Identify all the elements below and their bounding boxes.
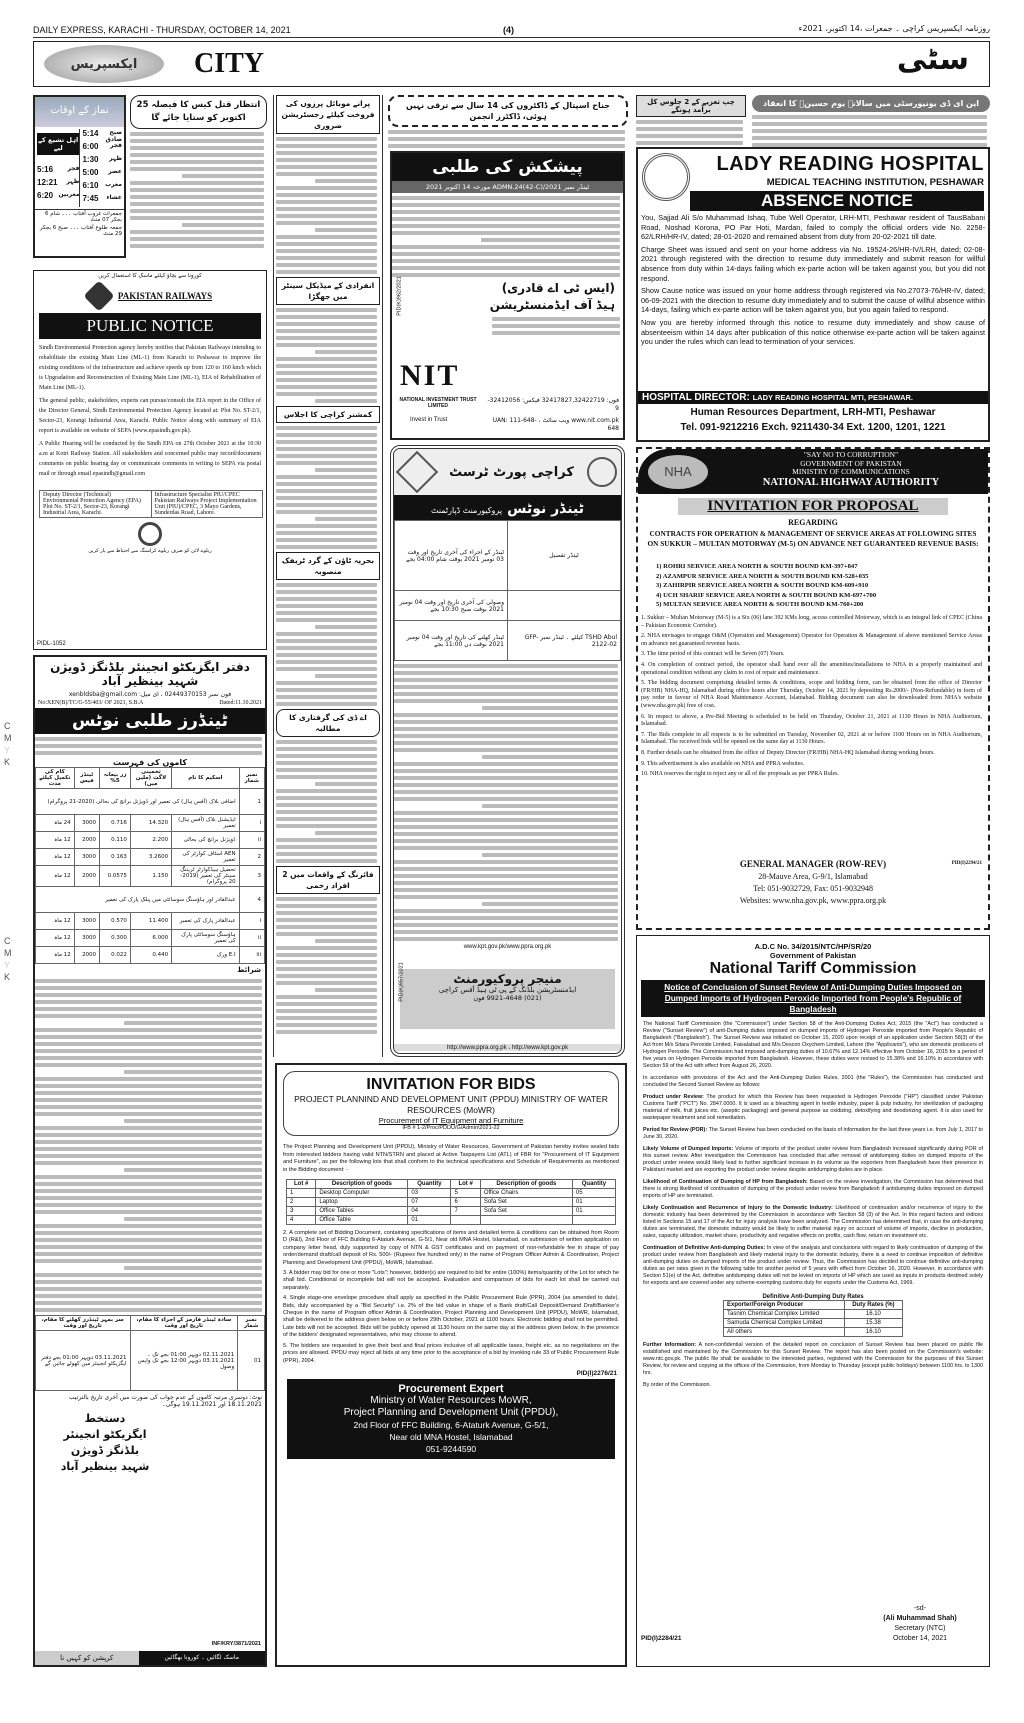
table-cell: 3000 <box>74 815 99 832</box>
ntc-paragraph: Likely Continuation and Recurrence of Injury to the Domestic Industry: Likelihood of continuation and/or recurrence of injury to the domestic industry has been determined by the Commission in accordance with Section 58 (3) of the Act. In this regard factors and indices listed in Sections 15 and 17 of the Act for injury analysis have been analyzed. The Commission has determined that, in case the anti-dumping duties are terminated, the domestic industry would be likely to suffer material injury on account of volume of imports, decline in production, sales, capacity utilization, market share, productivity and negative effects on profits, cash flow, return on investment etc. <box>643 1205 983 1239</box>
table-row <box>36 887 265 913</box>
railways-paragraph: Sindh Environmental Protection agency hereby notifies that Pakistan Railways intending to rehabilitate the existing Main Line (ML-1) from Karachi to Peshawar to improve the existing conditions of the infrastructure and achieve speeds up from 120 to 160 km/h which is Upgradation and Reconstruction of Existing Main Line (ML-1), EIA of Rehabilitation of Main Line (ML-1). <box>39 345 261 391</box>
section-title-ur: سٹی <box>896 42 969 77</box>
table-cell: 3 <box>239 866 264 887</box>
table-cell: ڈویژنل برانچ کی بحالی <box>172 832 240 849</box>
nit-signatory: (ایس ٹی اے قادری) ہیڈ آف ایڈمنسٹریشن <box>489 281 615 312</box>
nha-org: NATIONAL HIGHWAY AUTHORITY <box>762 476 940 488</box>
news-headline: اے ڈی کی گرفتاری کا مطالبہ <box>276 709 380 737</box>
tender-date: Dated:11.10.2021 <box>219 700 262 706</box>
table-row <box>287 1198 616 1207</box>
news-story <box>752 95 990 149</box>
table-cell: 2 <box>287 1198 316 1207</box>
table-cell: 12 ماہ <box>36 849 75 866</box>
absence-notice-title: ABSENCE NOTICE <box>690 191 984 211</box>
kpt-org: کراچی پورٹ ٹرسٹ <box>449 464 574 480</box>
news-headline: جناح اسپتال کے ڈاکٹروں کی 14 سال سے ترقی نہیں ہوئی، ڈاکٹرز انجمن <box>388 95 628 127</box>
table-cell: ii <box>239 832 264 849</box>
table-cell: 11.400 <box>130 913 171 930</box>
table-row <box>36 866 265 887</box>
railways-paragraph: A Public Hearing will be conducted by the Sindh EPA on 27th October 2021 at the 10:30 a.m at Kotri Railway Station. All stakeholders and concerned public may record/document comments on public hearing day or communicate comments in writing to SEPA via postal mail or through email epasindh@gmail.com <box>39 441 261 477</box>
table-cell: عبدالقادر پارک کی تعمیر <box>172 913 240 930</box>
pid-number: PID(K)962/2021 <box>396 276 403 316</box>
table-cell: 24 ماہ <box>36 815 75 832</box>
table-cell: 3.2600 <box>130 849 171 866</box>
railways-public-notice: کورونا سے بچاؤ کیلئے ماسک کا استعمال کریں PAKISTAN RAILWAYS PUBLIC NOTICE Sindh Environmental Protection agency hereby notifies that Pakistan Railways intending to rehabilitate the existing Main Line (ML-1) from Karachi to Peshawar to improve the existing conditions of the infrastructure and achieve speeds up from 120 to 160 km/h which is Upgradation and Reconstruction of Existing Main Line (ML-1), EIA of Rehabilitation of Main Line (ML-1). The general public, stakeholders, experts can pursue/consult the EIA report in the Office of the Director General, Sindh Environmental Protection Agency located at: Plot No. ST-2/1, Sector-23, Korangi Industrial Area, Karachi. Public Notice along with summary of EIA report is available on website of SEPA (www.epasindh.gov.pk). A Public Hearing will be conducted by the Sindh EPA on 27th October 2021 at the 10:30 a.m at Kotri Railway Station. All stakeholders and concerned public may record/document comments on public hearing day or communicate comments in writing to SEPA via postal mail or through email epasindh@gmail.com Deputy Director (Technical) Environmental Protection Agency (EPA) Plot No. ST-2/1, Sector-23, Korangi Industrial Area, Karachi. Infrastructure Specialist PIU/CPEC Pakistan Railways Project Implementation Unit (PIU)/CPEC, 3 Mayo Gardens, Sunderdas Road, Lahore. ریلوے لائن کو صرف ریلوے کراسنگ سے احتیاط سے پار کریں PIDL-1052 <box>33 270 267 650</box>
bids-point: 2. A complete set of Bidding Document, containing specifications of items and detailed terms & conditions can be obtained from Room D (R&I), 2nd Floor of FFC Building 6-Ataturk Avenue, G-5/1, Near old MNA Hostel, Islamabad, on submission of written application on company letter head, duly supported by copy of NTN & GST certificates and on payment of non-refundable fee in shape of pay order/demand draft/call deposit of Rs. 500/- (Rupees five hundred only) in the name of Program Officer Admin & Coordination, Project Planning and Development Unit (PPDU), MoWR, Islamabad. <box>283 1230 619 1266</box>
table-cell: Laptop <box>316 1198 408 1207</box>
table-cell: عبدالقادر اور ہاؤسنگ سوسائٹی میں پبلک پارک کی تعمیر <box>36 887 240 913</box>
ntc-title: National Tariff Commission <box>709 960 917 977</box>
pid-number: PID(I)2276/21 <box>576 1369 617 1377</box>
ntc-sunset-review-notice: A.D.C No. 34/2015/NTC/HP/SR/20 Government of Pakistan National Tariff Commission Notice of Conclusion of Sunset Review of Anti-Dumping Duties Imposed on Dumped Imports of Hydrogen Peroxide Imported from People's Republic of Bangladesh The National Tariff Commission (the "Commission") under Section 58 of the Anti-Dumping Duties Act, 2015 (the "Act") has conducted a Review ("Sunset Review") of anti-Dumping duties imposed on dumped imports of Hydrogen Peroxide imported from People's Republic of Bangladesh ("Bangladesh"). The Sunset Review was initiated on October 15, 2020 upon receipt of an application under Section 58(3) of the Act from M/s Sitara Peroxide Limited, Faisalabad and M/s Descon Oxychem Limited, Lahore (the "Applicants"), who are domestic producers of Hydrogen Peroxide. The Commission had imposed anti-dumping duties of 10.67% and 12.14% effective from October 16, 2015 for a period of five years on Hydrogen Peroxide imported from Bangladesh. However, these duties were revised to 15.38% and 16.10% in accordance with Section 59 of the Act with effect from August 26, 2020. In accordance with provisions of the Act and the Anti-Dumping Duties Rules, 2001 (the "Rules"), the Commission has conducted and concluded the Second Sunset Review as follows: Product under Review: The product for which this Review has been requested is Hydrogen Peroxide ("HP") classified under Pakistan Customs Tariff ("PCT") No. 2847.0000. It is used as a bleaching agent in textile industry, paper & pulp industry, for sterilization of packaging material of milk, fruit juices etc. (aseptic packaging) and general purpose as oxidizing, detoxifying and deodorizing agent. It is also used for wastepaper treatment and soil remediation. Period for Review (POR): The Sunset Review has been conducted on the basis of information for the last three years i.e. from July 1, 2017 to June 30, 2020. Likely Volume of Dumped Imports: Volume of imports of the product under review from Bangladesh increased significantly during POR of this sunset review. After investigation the Commission has concluded that after removal of antidumping duties on dumped imports of the product under review would likely lead to further significant increase in its volume as the exporters from Bangladesh have their presence in Pakistani market and are exporting the product under review despite antidumping duties are in place. Likelihood of Continuation of Dumping of HP from Bangladesh: Based on the review investigation, the Commission has determined that there is strong likelihood of continuation of dumping of the product under review from Bangladesh if antidumping duties imposed on dumped imports of HP are terminated. Likely Continuation and Recurrence of Injury to the Domestic Industry: Likelihood of continuation and/or recurrence of injury to the domestic industry has been determined by the Commission in accordance with Section 58 (3) of the Act. In this regard factors and indices listed in Sections 15 and 17 of the Act for injury analysis have been analyzed. The Commission has determined that, in case the anti-dumping duties are terminated, the domestic industry would be likely to suffer material injury on account of volume of imports, decline in production, sales, capacity utilization, market share, productivity and negative effects on profits, cash flow, return on investment etc. Continuation of Definitive Anti-dumping Duties: In view of the analysis and conclusions with regard to likely continuation of dumping of the product under review from Bangladesh and likely material injury to the domestic industry, there is a need to continue imposition of definitive anti-dumping duties on dumped imports of the product under review. Thus, the Commission has decided to continue definitive anti-dumping duties as per rates given in the following table for another period of 5 years with effect from October 16, 2020. However, in accordance with Section 51(e) of the Act, definitive antidumping duties will not be levied on imports of HP which are used as inputs in products destined solely for exports and are covered under any scheme exempting customs duty for exports under the Customs Act, 1969. Definitive Anti-Dumping Duty Rates Exporter/Foreign Producer Duty Rates (%) Tasnim Chemical Complex Limited 16.10 Samuda Chemical Complex Limited 15.38 All others 16.10 Further Information: A non-confidential version of the detailed report on conclusion of Sunset Review has been placed on public file established and maintained by the Commission for this Sunset Review. The report has also been posted on the Commission's website: www.ntc.gov.pk. The public file shall be available to the interested parties, registered with the Commission for the purposes of this Sunset Review, for review and copying at the offices of the Commission, from Monday to Thursday (except public holidays) between 1100 hrs. to 1300 hrs. By order of the Commission. -sd- (Ali Muhammad Shah) Secretary (NTC) October 14, 2021 PID(I)2284/21 <box>636 935 990 1667</box>
body-text-lines <box>35 979 265 1312</box>
service-area-site: 3) ZAHIRPIR SERVICE AREA NORTH & SOUTH BOUND KM-609+910 <box>656 582 869 589</box>
table-cell: 15.38 <box>844 1319 902 1328</box>
hospital-paragraph: Show Cause notice was issued on your home address through registered via No.27073-76/HR-IV, dated; 06-09-2021 with the direction to resume duty immediately and to submit the cause of willful absence within 14-days, failing which ex-parte action will be taken against you, but you again failed to respond. <box>641 286 985 315</box>
table-cell: Tasnim Chemical Complex Limited <box>724 1310 845 1319</box>
news-headline: بحریہ ٹاؤن کے گرد ٹریفک منصوبہ <box>276 552 380 580</box>
table-row <box>36 832 265 849</box>
tender-title: ٹینڈرز طلبی نوٹس <box>35 708 265 734</box>
table-cell: 1.150 <box>130 866 171 887</box>
table-cell <box>572 1216 615 1225</box>
ntc-paragraph: In accordance with provisions of the Act and the Anti-Dumping Duties Rules, 2001 (the "Rules"), the Commission has conducted and concluded the Second Sunset Review as follows: <box>643 1075 983 1088</box>
masthead-left: DAILY EXPRESS, KARACHI - THURSDAY, OCTOBER 14, 2021 <box>33 25 291 35</box>
table-cell: Sofa Set <box>480 1198 572 1207</box>
body-text-lines <box>276 308 380 403</box>
shia-times: اہل تشیع کے لیے 5:16 فجر 12:21 ظہر 6:20 مغربین <box>37 129 79 207</box>
table-cell: 0.570 <box>100 913 131 930</box>
table-cell: Samuda Chemical Complex Limited <box>724 1319 845 1328</box>
nha-point-list <box>641 615 982 782</box>
table-cell: i <box>239 913 264 930</box>
pid-number: PIDL-1052 <box>37 641 66 647</box>
table-cell <box>451 1216 480 1225</box>
nha-point: 10. NHA reserves the right to reject any or all of the proposals as per PPRA Rules. <box>641 771 839 778</box>
service-area-site-list <box>656 562 982 610</box>
schedule-table: نمبر شمار سادہ ٹینڈر فارمز کے اجراء کا مقام، تاریخ اور وقت سر بمہر ٹینڈرز کھلنے کا مقام، تاریخ اور وقت 01 02.11.2021 دوپہر 01:00 بجے تک ۔ 03.11.2021 دوپہر 12:00 بجے تک واپس وصول 03.11.2021 دوپہر 01:00 بجے دفتر ایگزیکٹو انجینئر میں کھولے جائیں گے <box>35 1315 265 1391</box>
nha-point: 1. Sukkur – Multan Motorway (M-5) is a Six (06) lane 392 KMs long, access controlled Motorway, which is an integral link of CPEC (China – Pakistan Economic Corridor). <box>641 615 982 629</box>
table-cell: E.I ورک <box>172 947 240 964</box>
table-cell: 0.163 <box>100 849 131 866</box>
body-text-lines <box>35 737 265 755</box>
masthead-line <box>33 24 990 38</box>
tender-footer: کرپشن کو کہیں نا ماسک لگائیں ۔ کورونا بھگائیں <box>35 1651 265 1665</box>
railways-title: PUBLIC NOTICE <box>39 313 261 339</box>
railways-org: PAKISTAN RAILWAYS <box>117 291 213 301</box>
tender-notice: دفتر ایگزیکٹو انجینئر بلڈنگز ڈویژن شہید بینظیر آباد فون نمبر 02449370153 ، ای میل: xenbldsba@gmail.com No:XEN(B)/TC/G-55/403/ OF 2021, S.B.A Dated:11.10.2021 ٹینڈرز طلبی نوٹس کاموں کی فہرست نمبر شمار اسکیم کا نام تخمینی لاگت (ملین میں) زر بیعانہ 5% ٹینڈر فیس کام کی تکمیل کیلئے مدت 1 اضافی بلاک (آفس ہال) کی تعمیر اور ڈویژنل برانچ کی بحالی (2020-21 پروگرام) i ایڈیشنل بلاک (آفس ہال) تعمیر 14.320 0.716 3000 24 ماہ ii ڈویژنل برانچ کی بحالی 2.200 0.110 2000 12 ماہ 2 AEN اسٹاف کوارٹر کی تعمیر 3.2600 0.163 3000 12 ماہ 3 تحصیل ہیڈکوارٹر ٹریننگ سینٹر کی تعمیر (2019-20 پروگرام) 1.150 0.0575 2000 12 ماہ 4 عبدالقادر اور ہاؤسنگ سوسائٹی میں پبلک پارک کی تعمیر i عبدالقادر پارک کی تعمیر 11.400 0.570 3000 12 ماہ ii ہاؤسنگ سوسائٹی پارک کی تعمیر 6.000 0.300 3000 12 ماہ iii E.I ورک 0.440 0.022 2000 12 ماہ شرائط نمبر شمار سادہ ٹینڈر فارمز کے اجراء کا مقام، تاریخ اور وقت سر بمہر ٹینڈرز کھلنے کا مقام، تاریخ اور وقت 01 02.11.2021 دوپہر 01:00 بجے تک ۔ 03.11.2021 دوپہر 12:00 بجے تک واپس وصول 03.11.2021 دوپہر 01:00 بجے دفتر ایگزیکٹو انجینئر میں کھولے جائیں گے نوٹ: دوسری مرتبہ کاموں کے عدم جواب کی صورت میں آخری تاریخ بالترتیب 18.11.2021 اور 19.11.2021 ہوگی۔ دستخط ایگزیکٹو انجینئر بلڈنگز ڈویژن شہید بینظیر آباد INF/KRY/3871/2021 کرپشن کو کہیں نا ماسک لگائیں ۔ کورونا بھگائیں <box>33 655 267 1667</box>
ntc-notice-heading: Notice of Conclusion of Sunset Review of Anti-Dumping Duties Imposed on Dumped Imports of Hydrogen Peroxide Imported from People's Republic of Bangladesh <box>641 980 985 1017</box>
news-headline: فائرنگ کے واقعات میں 2 افراد زخمی <box>276 866 380 894</box>
bids-title: INVITATION FOR BIDS <box>366 1076 536 1093</box>
table-row <box>724 1310 903 1319</box>
table-row <box>36 913 265 930</box>
table-cell: 12 ماہ <box>36 866 75 887</box>
nha-signatory: GENERAL MANAGER (ROW-REV) <box>739 859 887 869</box>
table-cell: 0.0575 <box>100 866 131 887</box>
railways-paragraph: The general public, stakeholders, experts can pursue/consult the EIA report in the Office of the Director General, Sindh Environmental Protection Agency located at: Plot No. ST-2/1, Sector-23, Korangi Industrial Area, Karachi. Public Notice along with summary of EIA report is available on website of SEPA (www.epasindh.gov.pk). <box>39 398 261 434</box>
column-header: ٹینڈر فیس <box>74 768 99 789</box>
table-cell: 14.320 <box>130 815 171 832</box>
nha-invitation-for-proposal: NHA "SAY NO TO CORRUPTION" GOVERNMENT OF PAKISTAN MINISTRY OF COMMUNICATIONS NATIONAL HIGHWAY AUTHORITY INVITATION FOR PROPOSAL REGARDING CONTRACTS FOR OPERATION & MANAGEMENT OF SERVICE AREAS AT FOLLOWING SITES ON SUKKUR – MULTAN MOTORWAY (M-5) ON ADVANCE NET GUARANTEED REVENUE BASIS: 1) ROHRI SERVICE AREA NORTH & SOUTH BOUND KM-397+847 2) AZAMPUR SERVICE AREA NORTH & SOUTH BOUND KM-528+035 3) ZAHIRPIR SERVICE AREA NORTH & SOUTH BOUND KM-609+910 4) UCH SHARIF SERVICE AREA NORTH & SOUTH BOUND KM-697+700 5) MULTAN SERVICE AREA NORTH & SOUTH BOUND KM-760+200 1. Sukkur – Multan Motorway (M-5) is a Six (06) lane 392 KMs long, access controlled Motorway, which is an integral link of CPEC (China – Pakistan Economic Corridor). 2. NHA envisages to engage O&M (Operation and Management) Operator for Operation & Management of above mentioned Service Areas on advance net guaranteed revenue basis. 3. The time period of this contract will be Seven (07) Years. 4. On completion of contract period, the operator shall hand over all the amenities/installations to NHA in a properly maintained and operational condition without any claim to cost of repair and maintenance. 5. The bidding document comprising detailed terms & conditions, scope and bidding form, can be obtained from the office of Director (FR/HB) NHA-HQ, Islamabad during office hours after Thursday, October 14, 2021 by depositing Rs.2000/- (Non-Refundable) in form of pay order in favour of NHA Road Maintenance Account, Islamabad. Bidding document can also be downloaded from NHA's website (www.nha.gov.pk) free of cost. 6. In respect to above, a Pre-Bid Meeting is scheduled to be held on Thursday, October 21, 2021 at 1130 Hours in NHA Auditorium, Islamabad. 7. The Bids complete in all respects is to be submitted on Tuesday, November 02, 2021 at or before 1100 Hours on in NHA Auditorium, Islamabad. The received bids will be opened on the same day at 1130 Hours. 8. Further details can be obtained from the office of Deputy Director (FR/HB) NHA-HQ Islamabad during working hours. 9. This advertisement is also available on NHA and PPRA websites. 10. NHA reserves the right to reject any or all of the proposals as per PPRA Rules. GENERAL MANAGER (ROW-REV) PID(I)2294/21 28-Mauve Area, G-9/1, Islamabad Tel: 051-9032729, Fax: 051-9032948 Websites: www.nha.gov.pk, www.ppra.org.pk <box>636 447 990 930</box>
table-cell: 2000 <box>74 832 99 849</box>
nit-tender-ad: پیشکش کی طلبی ٹینڈر نمبر ADMN.24(42-C)/2021 مورخہ 14 اکتوبر 2021 (ایس ٹی اے قادری) ہیڈ آف ایڈمنسٹریشن NIT NATIONAL INVESTMENT TRUST LIMITED Invest in Trust فون: 32417827,32422719 فیکس: 32412056-9 www.nit.com.pk ویب سائٹ ، UAN: 111-648-648 PID(K)962/2021 <box>390 151 625 440</box>
table-cell: 12 ماہ <box>36 913 75 930</box>
govt-emblem-icon <box>587 457 617 487</box>
bids-contact-block: Procurement Expert Ministry of Water Resources MoWR, Project Planning and Development Unit (PPDU), 2nd Floor of FFC Building, 6-Ataturk Avenue, G-5/1, Near old MNA Hostel, Islamabad 051-9244590 <box>287 1379 615 1459</box>
table-cell: ہاؤسنگ سوسائٹی پارک کی تعمیر <box>172 930 240 947</box>
table-cell: 12 ماہ <box>36 832 75 849</box>
table-cell: AEN اسٹاف کوارٹر کی تعمیر <box>172 849 240 866</box>
tender-office: دفتر ایگزیکٹو انجینئر بلڈنگز ڈویژن شہید بینظیر آباد <box>50 660 250 688</box>
pid-number: INF/KRY/3871/2021 <box>211 1641 261 1647</box>
nha-point: 4. On completion of contract period, the operator shall hand over all the amenities/installations to NHA in a properly maintained and operational condition without any claim to cost of repair and maintenance. <box>641 661 982 676</box>
kpt-manager-block: منیجر پروکیورمنٹ ایڈمنسٹریشن بلڈنگ کے پی ٹی ہیڈ آفس کراچی (021) 9921-4648 فون <box>400 969 615 1029</box>
table-cell: 4 <box>287 1216 316 1225</box>
hospital-paragraph: Charge Sheet was issued and sent on your home address via No. 19524-26/HR-IV/LRH, dated; 02-08-2021 through registered with the direction to resume duty immediately and submit reason for willful absence from duty within 14-days failing which ex-parte action will be taken against you, but you did not respond. <box>641 244 985 283</box>
table-cell: 1 <box>239 789 264 815</box>
nha-title: INVITATION FOR PROPOSAL <box>678 498 948 515</box>
ntc-paragraph: Likelihood of Continuation of Dumping of HP from Bangladesh: Based on the review investigation, the Commission has determined that there is strong likelihood of continuation of dumping of the product under review from Bangladesh if antidumping duties imposed on dumped imports of HP are terminated. <box>643 1179 984 1199</box>
news-story <box>636 95 746 149</box>
registration-marks: C M Y K <box>4 721 12 767</box>
table-cell: Desktop Computer <box>316 1189 408 1198</box>
table-row <box>36 789 265 815</box>
table-cell: 3000 <box>74 849 99 866</box>
table-row <box>36 849 265 866</box>
column-header: زر بیعانہ 5% <box>100 768 131 789</box>
tender-ref: No:XEN(B)/TC/G-55/403/ OF 2021, S.B.A <box>38 700 144 706</box>
sunrise-time: جمعہ طلوع آفتاب ۔۔۔ صبح 6 بجکر 29 منٹ <box>39 225 122 237</box>
table-row <box>36 930 265 947</box>
kpt-emblem-icon <box>396 451 438 493</box>
table-cell: تحصیل ہیڈکوارٹر ٹریننگ سینٹر کی تعمیر (2019-20 پروگرام) <box>172 866 240 887</box>
nit-logo: NIT <box>400 359 460 392</box>
table-cell: 2000 <box>74 947 99 964</box>
table-row <box>287 1207 616 1216</box>
table-cell <box>480 1216 572 1225</box>
table-cell: 0.716 <box>100 815 131 832</box>
sunni-times: 5:14 صبح صادق 6:00 فجر 1:30 ظہر 5:00 عصر 6:10 مغرب 7:45 عشاء <box>79 129 122 207</box>
table-cell: Sofa Set <box>480 1207 572 1216</box>
ntc-further-info: Further Information: A non-confidential version of the detailed report on conclusion of Sunset Review has been placed on public file established and maintained by the Commission for this Sunset Review. The report has also been posted on the Commission's website: www.ntc.gov.pk. The public file shall be available to the interested parties, registered with the Commission for the purposes of this Sunset Review, for review and copying at the offices of the Commission, from Monday to Thursday (except public holidays) between 1100 hrs. to 1300 hrs. <box>643 1342 983 1376</box>
hospital-paragraph: You, Sajjad Ali S/o Muhammad Ishaq, Tube Well Operator, LRH-MTI, Peshawar resident of TausBabani Road, Noshad Korona, PO Par Hoti, Mardan, failed to comply the official orders vide No. 2258-62/LRH/HR-IV, dated; 28-01-2020 and remained absent from duty from 20-02-2021 till date. <box>641 213 985 242</box>
nha-point: 8. Further details can be obtained from the office of Deputy Director (FR/HB) NHA-HQ Islamabad during working hours. <box>641 749 935 756</box>
column-header: Quantity <box>408 1180 451 1189</box>
sepa-seal-icon <box>138 522 162 546</box>
pid-number: PID(I)2284/21 <box>641 1635 682 1642</box>
table-cell: i <box>239 815 264 832</box>
table-cell: 05 <box>572 1189 615 1198</box>
table-cell: Office Chairs <box>480 1189 572 1198</box>
duty-rates-table: Exporter/Foreign Producer Duty Rates (%) Tasnim Chemical Complex Limited 16.10 Samuda Chemical Complex Limited 15.38 All others 16.10 <box>723 1300 903 1337</box>
sunset-time: جمعرات غروب آفتاب ۔۔۔ شام 6 بجکر 07 منٹ <box>35 209 124 224</box>
table-cell: اضافی بلاک (آفس ہال) کی تعمیر اور ڈویژنل برانچ کی بحالی (2020-21 پروگرام) <box>36 789 240 815</box>
ntc-paragraph: Continuation of Definitive Anti-dumping Duties: In view of the analysis and conclusions with regard to likely continuation of dumping of the product under review from Bangladesh and likely material injury to the domestic industry, there is a need to continue imposition of definitive anti-dumping duties on dumped imports of the product under review. Thus, the Commission has decided to continue definitive anti-dumping duties as per rates given in the following table for another period of 5 years with effect from October 16, 2020. However, in accordance with Section 51(e) of the Act, definitive antidumping duties will not be levied on imports of HP which are used as inputs in products destined solely for exports and are covered under any scheme exempting customs duty for exports under the Customs Act, 1969. <box>643 1245 983 1286</box>
service-area-site: 4) UCH SHARIF SERVICE AREA NORTH & SOUTH BOUND KM-697+700 <box>656 591 877 599</box>
kpt-tender-notice: کراچی پورٹ ٹرسٹ ٹینڈر نوٹس پروکیورمنٹ ڈپارٹمنٹ ٹینڈر تفصیل ٹینڈر کے اجراء کی آخری تاریخ اور وقت 03 نومبر 2021 بوقت شام 04:00 بجے وصولی کی آخری تاریخ اور وقت 04 نومبر 2021 بوقت صبح 10:30 بجے TSHD Abul کیلئے ۔ ٹینڈر نمبر GFP-2122-02 ٹینڈر کھلنے کی تاریخ اور وقت 04 نومبر 2021 بوقت دن 11:00 بجے www.kpt.gov.pk/www.ppra.org.pk منیجر پروکیورمنٹ ایڈمنسٹریشن بلڈنگ کے پی ٹی ہیڈ آفس کراچی (021) 9921-4648 فون PID(K)957/2021 http://www.ppra.org.pk ، http://www.kpt.gov.pk <box>390 445 625 1057</box>
bids-point: 3. A bidder may bid for one or more "Lots"; however, bidder(s) are required to bid for entire (100%) items/quantity of the Lot for which he shall bid. Conditional or incomplete bid will not be accepted. Evaluation and comparison of bids for each lot shall be carried out separately. <box>283 1270 619 1291</box>
table-row <box>724 1328 903 1337</box>
table-cell: ii <box>239 930 264 947</box>
body-text-lines <box>752 115 990 147</box>
table-cell: ایڈیشنل بلاک (آفس ہال) تعمیر <box>172 815 240 832</box>
column-header: Description of goods <box>316 1180 408 1189</box>
table-cell: 03 <box>408 1189 451 1198</box>
page-number: (4) <box>503 25 514 35</box>
column-header: اسکیم کا نام <box>172 768 240 789</box>
table-cell: All others <box>724 1328 845 1337</box>
hospital-paragraph: Now you are hereby informed through this notice to resume duty immediately and show cause of absenteeism within 14 days after publication of this notice otherwise ex-parte action will be taken against you under the rules which can lead to termination of your services. <box>641 317 985 347</box>
news-headline: پرانے موبائل پرزوں کی فروخت کیلئے رجسٹریشن ضروری <box>276 95 380 134</box>
tender-signatory: دستخط ایگزیکٹو انجینئر بلڈنگز ڈویژن شہید بینظیر آباد <box>60 1412 150 1473</box>
bids-point: 5. The bidders are requested to give their best and final prices inclusive of all applicable taxes, freight etc. as no negotiations on the prices are allowed. PPDU may reject all bids at any time prior to the acceptance of a bid by invoking rule 33 of Public Procurement Rule (PPR), 2004. <box>283 1342 619 1364</box>
column-header: نمبر شمار <box>239 768 264 789</box>
ntc-paragraph: The National Tariff Commission (the "Commission") under Section 58 of the Anti-Dumping Duties Act, 2015 (the "Act") has conducted a Review ("Sunset Review") of anti-Dumping duties imposed on dumped imports of Hydrogen Peroxide imported from People's Republic of Bangladesh ("Bangladesh"). The Sunset Review was initiated on October 15, 2020 upon receipt of an application under Section 58(3) of the Act from M/s Sitara Peroxide Limited, Faisalabad and M/s Descon Oxychem Limited, Lahore (the "Applicants"), who are domestic producers of Hydrogen Peroxide. The Commission had imposed anti-dumping duties of 10.67% and 12.14% effective from October 16, 2015 for a period of five years on Hydrogen Peroxide imported from Bangladesh. However, these duties were revised to 15.38% and 16.10% in accordance with Section 59 of the Act with effect from August 26, 2020. <box>643 1021 983 1069</box>
pid-number: PID(K)957/2021 <box>398 962 405 1002</box>
table-cell: 2000 <box>74 866 99 887</box>
body-text-lines <box>276 740 380 863</box>
express-logo: ایکسپریس <box>44 45 164 83</box>
table-cell: 3000 <box>74 913 99 930</box>
ntc-signatory: -sd- (Ali Muhammad Shah) Secretary (NTC) October 14, 2021 <box>883 1605 957 1642</box>
table-cell: 0.440 <box>130 947 171 964</box>
table-cell: 6 <box>451 1198 480 1207</box>
news-headline: این ای ڈی یونیورسٹی میں سالانہ یوم حسینؑ کا انعقاد <box>752 95 990 112</box>
registration-marks: C M Y K <box>4 936 12 982</box>
table-cell: 04 <box>408 1207 451 1216</box>
column-header: تخمینی لاگت (ملین میں) <box>130 768 171 789</box>
hospital-paragraph-list <box>641 213 985 350</box>
prayer-times-box <box>33 95 126 258</box>
news-headline: کمشنر کراچی کا اجلاس <box>276 406 380 423</box>
lots-table <box>286 1179 616 1225</box>
column-header: کام کی تکمیل کیلئے مدت <box>36 768 75 789</box>
table-cell: 0.110 <box>100 832 131 849</box>
table-cell: 0.300 <box>100 930 131 947</box>
pid-number: PID(I)2294/21 <box>951 861 982 866</box>
body-text-lines <box>388 130 628 149</box>
table-cell: 2.200 <box>130 832 171 849</box>
news-headline: چپ تعزیے کے 2 جلوس کل برآمد ہونگے <box>636 95 746 117</box>
railways-contacts: Deputy Director (Technical) Environmental Protection Agency (EPA) Plot No. ST-2/1, Sector-23, Korangi Industrial Area, Karachi. Infrastructure Specialist PIU/CPEC Pakistan Railways Project Implementation Unit (PIU)/CPEC, 3 Mayo Gardens, Sunderdas Road, Lahore. <box>39 490 263 518</box>
body-text-lines <box>492 317 623 335</box>
railways-paragraph-list <box>34 339 266 486</box>
table-cell: 0.022 <box>100 947 131 964</box>
hospital-title: LADY READING HOSPITAL <box>716 153 984 175</box>
nha-logo: NHA <box>648 455 708 489</box>
ntc-paragraph: Period for Review (POR): The Sunset Review has been conducted on the basis of information for the last three years i.e. from July 1, 2017 to June 30, 2020. <box>643 1127 983 1140</box>
table-cell: 12 ماہ <box>36 947 75 964</box>
nit-title: پیشکش کی طلبی <box>392 153 623 181</box>
masthead-right: روزنامہ ایکسپریس کراچی ۔ جمعرات ،14 اکتوبر، 2021ء <box>798 24 990 33</box>
ntc-body <box>637 1019 989 1294</box>
service-area-site: 5) MULTAN SERVICE AREA NORTH & SOUTH BOUND KM-760+200 <box>656 601 864 608</box>
nha-point: 9. This advertisement is also available on NHA and PPRA websites. <box>641 760 805 767</box>
table-cell: 16.10 <box>844 1310 902 1319</box>
ntc-paragraph: Product under Review: The product for which this Review has been requested is Hydrogen Peroxide ("HP") classified under Pakistan Customs Tariff ("PCT") No. 2847.0000. It is used as a bleaching agent in textile industry, paper & pulp industry, for sterilization of packaging material of milk, fruit juices etc. (aseptic packaging) and general purpose as oxidizing, detoxifying and deodorizing agent. It is also used for wastepaper treatment and soil remediation. <box>643 1094 983 1121</box>
service-area-site: 2) AZAMPUR SERVICE AREA NORTH & SOUTH BOUND KM-528+035 <box>656 572 869 580</box>
nha-point: 3. The time period of this contract will be Seven (07) Years. <box>641 651 785 658</box>
body-text-lines <box>394 664 621 941</box>
nha-point: 2. NHA envisages to engage O&M (Operation and Management) Operator for Operation & Management of above mentioned Service Areas on advance net guaranteed revenue basis. <box>641 633 982 647</box>
body-text-lines <box>276 137 380 274</box>
table-cell: 16.10 <box>844 1328 902 1337</box>
body-text-lines <box>130 132 267 248</box>
kpt-tender-table: ٹینڈر تفصیل ٹینڈر کے اجراء کی آخری تاریخ اور وقت 03 نومبر 2021 بوقت شام 04:00 بجے وصولی کی آخری تاریخ اور وقت 04 نومبر 2021 بوقت صبح 10:30 بجے TSHD Abul کیلئے ۔ ٹینڈر نمبر GFP-2122-02 ٹینڈر کھلنے کی تاریخ اور وقت 04 نومبر 2021 بوقت دن 11:00 بجے <box>394 520 621 661</box>
body-text-lines <box>276 426 380 549</box>
service-area-site: 1) ROHRI SERVICE AREA NORTH & SOUTH BOUND KM-397+847 <box>656 563 858 570</box>
railways-logo-icon <box>83 280 114 311</box>
works-table <box>35 767 265 964</box>
table-cell: 3000 <box>74 930 99 947</box>
table-cell: 5 <box>451 1189 480 1198</box>
table-row <box>287 1189 616 1198</box>
nha-point: 6. In respect to above, a Pre-Bid Meeting is scheduled to be held on Thursday, October 21, 2021 at 1130 Hours in NHA Auditorium, Islamabad. <box>641 713 982 728</box>
news-headline: انفرادی کے میڈیکل سینٹر میں جھگڑا <box>276 277 380 305</box>
bids-point-list <box>277 1228 625 1370</box>
table-row <box>36 815 265 832</box>
body-text-lines <box>276 583 380 706</box>
ppdu-invitation-for-bids: INVITATION FOR BIDS PROJECT PLANNIND AND DEVELOPMENT UNIT (PPDU) MINISTRY OF WATER RESOURCES (MoWR) Procurement of IT Equipment and Furniture IFB # 1-2/Proc/PDDU/G/Admin\2021-22 The Project Planning and Development Unit (PPDU), Ministry of Water Resources, Government of Pakistan hereby invites sealed bids from interested bidders having valid NTN/STRN and placed at Active Taxpayers List (ATL) of FBR for "Procurement of IT Equipment and Furniture", as per the following lots that shall conform to the technical specifications and Schedule of Requirements as mentioned in the Bidding document: - Lot # Description of goods Quantity Lot # Description of goods Quantity 1 Desktop Computer 03 5 Office Chairs 05 2 Laptop 07 6 Sofa Set 01 3 Office Tables 04 7 Sofa Set 01 4 Office Table 01 2. A complete set of Bidding Document, containing specifications of items and detailed terms & conditions can be obtained from Room D (R&I), 2nd Floor of FFC Building 6-Ataturk Avenue, G-5/1, Near old MNA Hostel, Islamabad, on submission of written application on company letter head, duly supported by copy of NTN & GST certificates and on payment of non-refundable fee in shape of pay order/demand draft/call deposit of Rs. 500/- (Rupees five hundred only) in the name of Program Officer Admin & Coordination, Project Planning and Development Unit (PPDU), MoWR, Islamabad. 3. A bidder may bid for one or more "Lots"; however, bidder(s) are required to bid for entire (100%) items/quantity of the Lot for which he shall bid. Conditional or incomplete bid will not be accepted. Evaluation and comparison of bids for each lot shall be carried out separately. 4. Single stage-one envelope procedure shall apply as specified in the Public Procurement Rule (PPR), 2004 (as amended to date). Bids, duly accompanied by a "Bid Security" i.e. 2% of the bid value in shape of a Bank draft/Call Deposit/Demand Draft/Banker's Cheque in the name of Program officer Admin & Coordination, Project Planning and Development Unit (PPDU), MoWR, Islamabad, shall be delivered to the address given below on or before 29th October, 2021 at 1100 hours. Electronic bidding shall not be permitted. Late bids will not be accepted. Bids will be publicly opened at 1130 hours on the same day at the address given below, in the presence of the bidders' designated representatives, who may choose to attend. 5. The bidders are requested to give their best and final prices inclusive of all applicable taxes, freight etc. as no negotiations on the prices are allowed. PPDU may reject all bids at any time prior to the acceptance of a bid by invoking rule 33 of Public Procurement Rule (PPR), 2004. PID(I)2276/21 Procurement Expert Ministry of Water Resources MoWR, Project Planning and Development Unit (PPDU), 2nd Floor of FFC Building, 6-Ataturk Avenue, G-5/1, Near old MNA Hostel, Islamabad 051-9244590 <box>275 1063 627 1667</box>
bids-heading-block: INVITATION FOR BIDS PROJECT PLANNIND AND DEVELOPMENT UNIT (PPDU) MINISTRY OF WATER RESOURCES (MoWR) Procurement of IT Equipment and Furniture IFB # 1-2/Proc/PDDU/G/Admin\2021-22 <box>283 1071 619 1136</box>
column-header: Lot # <box>287 1180 316 1189</box>
nha-point: 5. The bidding document comprising detailed terms & conditions, scope and bidding form, can be obtained from the office of Director (FR/HB) NHA-HQ, Islamabad during office hours after Thursday, October 14, 2021 by depositing Rs.2000/- (Non-Refundable) in form of pay order in favour of NHA Road Maintenance Account, Islamabad. Bidding document can also be downloaded from NHA's website (www.nha.gov.pk) free of cost. <box>641 680 982 709</box>
table-cell: Office Tables <box>316 1207 408 1216</box>
news-story <box>388 95 628 149</box>
hospital-absence-notice: LADY READING HOSPITAL MEDICAL TEACHING INSTITUTION, PESHAWAR ABSENCE NOTICE You, Sajjad Ali S/o Muhammad Ishaq, Tube Well Operator, LRH-MTI, Peshawar resident of TausBabani Road, Noshad Korona, PO Par Hoti, Mardan, failed to comply the official orders vide No. 2258-62/LRH/HR-IV, dated; 28-01-2020 and remained absent from duty from 20-02-2021 till date. Charge Sheet was issued and sent on your home address via No. 19524-26/HR-IV/LRH, dated; 02-08-2021 through registered with the direction to resume duty immediately and submit reason for willful absence from duty within 14-days failing which ex-parte action will be taken against you, but you did not respond. Show Cause notice was issued on your home address through registered via No.27073-76/HR-IV, dated; 06-09-2021 with the direction to resume duty immediately and to submit the cause of willful absence within 14-days, failing which ex-parte action will be taken against you, but you again failed to respond. Now you are hereby informed through this notice to resume duty immediately and show cause of absenteeism within 14 days after publication of this notice otherwise ex-parte action will be taken against you under the rules which can lead to termination of your services. HOSPITAL DIRECTOR: LADY READING HOSPITAL MTI, PESHAWAR. Human Resources Department, LRH-MTI, Peshawar Tel. 091-9212216 Exch. 9211430-34 Ext. 1200, 1201, 1221 <box>636 147 990 442</box>
table-row <box>36 947 265 964</box>
news-column <box>273 95 383 1057</box>
prayer-title: نماز کے اوقات <box>35 97 124 127</box>
news-story <box>130 95 267 258</box>
table-row <box>724 1319 903 1328</box>
table-row <box>287 1216 616 1225</box>
bids-point: 4. Single stage-one envelope procedure shall apply as specified in the Public Procurement Rule (PPR), 2004 (as amended to date). Bids, duly accompanied by a "Bid Security" i.e. 2% of the bid value in shape of a Bank draft/Call Deposit/Demand Draft/Banker's Cheque in the name of Program officer Admin & Coordination, Project Planning and Development Unit (PPDU), MoWR, Islamabad, shall be delivered to the address given below on or before 29th October, 2021 at 1100 hours. Electronic bidding shall not be permitted. Late bids will not be accepted. Bids will be publicly opened at 1130 hours on the same day at the address given below, in the presence of the bidders' designated representatives, who may choose to attend. <box>283 1295 619 1339</box>
table-cell: Office Table <box>316 1216 408 1225</box>
section-banner <box>33 41 990 87</box>
table-cell: 7 <box>451 1207 480 1216</box>
table-cell: 12 ماہ <box>36 930 75 947</box>
table-cell: 6.000 <box>130 930 171 947</box>
table-cell: 3 <box>287 1207 316 1216</box>
body-text-lines <box>276 897 380 1034</box>
nha-point: 7. The Bids complete in all respects is to be submitted on Tuesday, November 02, 2021 at or before 1100 Hours on in NHA Auditorium, Islamabad. The received bids will be opened on the same day at 1130 Hours. <box>641 731 982 746</box>
table-cell: iii <box>239 947 264 964</box>
body-text-lines <box>392 196 623 277</box>
table-cell: 2 <box>239 849 264 866</box>
table-cell: 01 <box>572 1198 615 1207</box>
table-cell: 4 <box>239 887 264 913</box>
column-header: Lot # <box>451 1180 480 1189</box>
table-cell: 01 <box>408 1216 451 1225</box>
hospital-director: HOSPITAL DIRECTOR: LADY READING HOSPITAL MTI, PESHAWAR. <box>638 391 988 404</box>
ntc-paragraph: Likely Volume of Dumped Imports: Volume of imports of the product under review from Bangladesh increased significantly during POR of this sunset review. After investigation the Commission has concluded that after removal of antidumping duties on dumped imports of the product under review would likely lead to further significant increase in its volume as the exporters from Bangladesh have their presence in Pakistani market and are exporting the product under review despite antidumping duties are in place. <box>643 1146 984 1173</box>
section-title-en: CITY <box>194 48 265 79</box>
hospital-logo-icon <box>642 153 690 201</box>
news-headline: انتظار قتل کیس کا فیصلہ 25 اکتوبر کو سنایا جائے گا <box>130 95 267 129</box>
table-cell: 07 <box>408 1198 451 1207</box>
table-cell: 01 <box>572 1207 615 1216</box>
column-header: Quantity <box>572 1180 615 1189</box>
body-text-lines <box>636 120 746 149</box>
column-header: Description of goods <box>480 1180 572 1189</box>
table-cell: 1 <box>287 1189 316 1198</box>
